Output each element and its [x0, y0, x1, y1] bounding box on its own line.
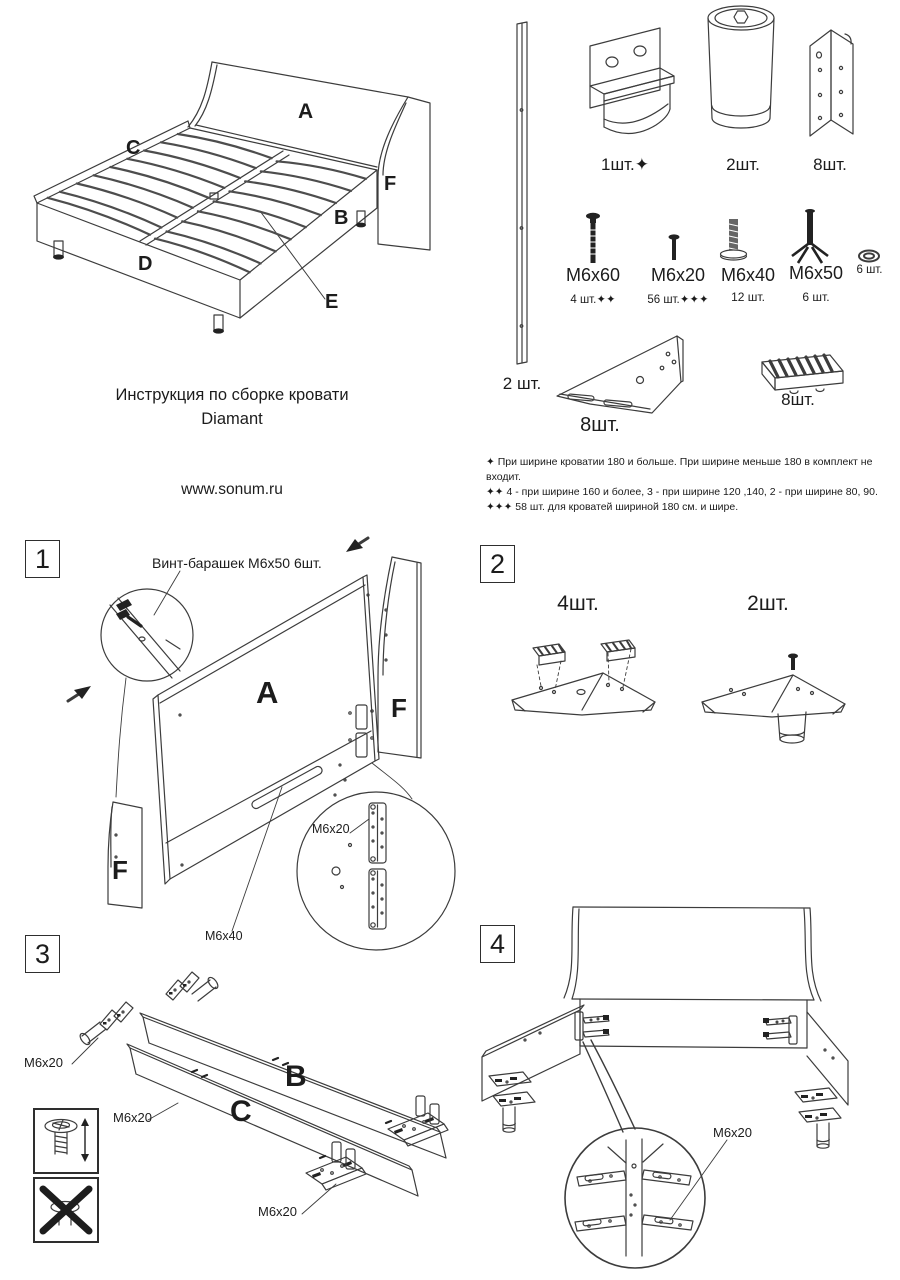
side-bar-qty: 2 шт.	[502, 374, 542, 393]
step2-right-qty: 2шт.	[747, 592, 789, 615]
bed-label-b: B	[334, 207, 349, 229]
rail-c-end-bracket	[78, 1002, 133, 1046]
title-line1: Инструкция по сборке кровати	[115, 386, 349, 404]
step1-wing-screw-label: Винт-барашек М6х50 6шт.	[152, 555, 322, 571]
step-2	[475, 540, 895, 755]
step3-screw-label-1: M6x20	[24, 1055, 64, 1070]
step3-rail-b-label: B	[285, 1060, 307, 1093]
step3-rail-c-label: C	[230, 1095, 252, 1128]
step1-inset-screw-label: M6x20	[312, 822, 350, 836]
screw-name-m6x60: М6х60	[565, 265, 621, 285]
screw-qty-m6x40: 12 шт.	[731, 290, 765, 304]
screw-name-m6x20: М6х20	[650, 265, 706, 285]
screw-name-m6x40: М6х40	[720, 265, 776, 285]
footnote-2: ✦✦ 4 - при ширине 160 и более, 3 - при ширине 120 ,140, 2 - при ширине 80, 90.	[486, 486, 878, 498]
screw-qty-m6x60: 4 шт.✦✦	[570, 294, 616, 306]
step1-side-label-f-right: F	[391, 693, 407, 723]
step-4-illustration	[465, 900, 900, 1280]
washer-qty: 6 шт.	[856, 264, 883, 276]
rail-c-right-bracket	[306, 1142, 366, 1190]
step-3	[20, 930, 475, 1280]
footnote-1: ✦ При ширине кроватии 180 и больше. При ширине меньше 180 в комплект не входит.	[486, 456, 873, 483]
gusset-bracket-part	[557, 336, 683, 413]
slat-holder-part	[762, 355, 843, 394]
bed-label-f: F	[384, 173, 397, 195]
inset-bracket-plates	[575, 1164, 693, 1231]
bed-slats	[48, 134, 366, 272]
cylinder-leg-qty: 2шт.	[726, 155, 760, 174]
document-title	[57, 383, 407, 431]
bed-label-c: C	[126, 137, 141, 159]
wing-screw-icon	[116, 599, 141, 626]
footnote-3: ✦✦✦ 58 шт. для кроватей шириной 180 см. и шире.	[486, 501, 739, 513]
step-2-illustration	[475, 540, 895, 755]
step-1-number: 1	[25, 540, 60, 578]
bolt-m6x40	[721, 219, 747, 260]
rail-b-end-bracket	[166, 972, 220, 1001]
bed-label-a: A	[298, 100, 314, 123]
step-4	[465, 900, 900, 1280]
screw-flush-warning	[33, 1108, 99, 1174]
step2-left-qty: 4шт.	[557, 592, 599, 615]
side-bar-part	[517, 22, 527, 364]
slat-holder-qty: 8шт.	[781, 390, 815, 409]
corner-plate-with-holders	[512, 640, 655, 715]
step3-screw-label-2: M6x20	[113, 1110, 153, 1125]
step-1-illustration	[20, 535, 460, 960]
step-3-number: 3	[25, 935, 60, 973]
headboard-bracket-right	[763, 1016, 797, 1044]
bed-illustration	[20, 15, 470, 360]
cylinder-leg-part	[708, 6, 774, 128]
leg-bracket-part	[590, 28, 674, 134]
step-2-number: 2	[480, 545, 515, 583]
website-text: www.sonum.ru	[181, 481, 283, 498]
bolt-m6x60	[586, 213, 600, 263]
step1-panel-label-a: A	[256, 675, 279, 710]
step3-screw-label-3: M6x20	[258, 1204, 298, 1219]
step-1	[20, 535, 460, 960]
screw-qty-m6x20: 56 шт.✦✦✦	[647, 294, 709, 306]
parts-list	[490, 0, 900, 450]
leg-bracket-qty: 1шт.✦	[601, 155, 649, 174]
footnotes	[486, 455, 896, 515]
wing-screw-m6x50	[792, 209, 828, 263]
corner-bracket-part	[810, 30, 853, 136]
bed-label-e: E	[325, 291, 339, 313]
front-left-corner-assembly	[489, 1072, 535, 1132]
gusset-qty: 8шт.	[580, 414, 620, 436]
washer-part	[859, 251, 879, 262]
bed-label-d: D	[138, 253, 153, 275]
corner-plate-with-leg	[702, 654, 845, 744]
bolt-m6x20	[669, 234, 680, 260]
front-right-corner-assembly	[795, 1088, 841, 1148]
step-4-number: 4	[480, 925, 515, 963]
bed-overview	[20, 15, 470, 360]
title-line2: Diamant	[201, 410, 263, 428]
screw-name-m6x50: М6х50	[788, 263, 844, 283]
step1-bottom-screw-label: M6x40	[205, 929, 243, 943]
screw-qty-m6x50: 6 шт.	[802, 290, 830, 304]
step4-screw-label: M6x20	[713, 1125, 753, 1140]
corner-bracket-qty: 8шт.	[813, 155, 847, 174]
no-overtighten-warning	[33, 1177, 99, 1243]
step1-side-label-f-left: F	[112, 855, 128, 885]
